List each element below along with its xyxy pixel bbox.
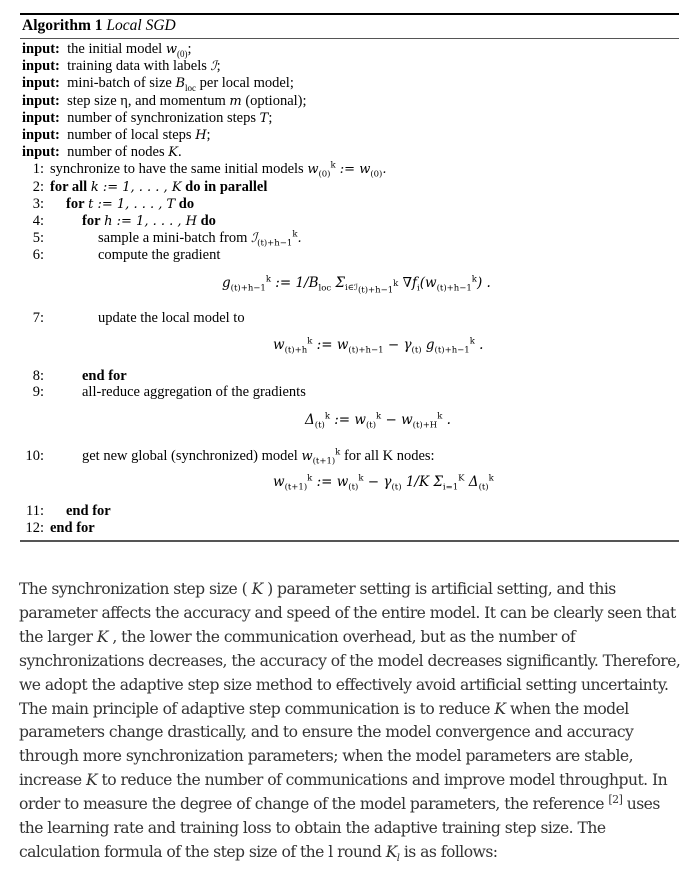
input-line [22,41,679,58]
step-text: compute the gradient [98,247,221,264]
global-update-equation: $w_{(t+1)}^k$ := $w_{(t)}^k - \gamma_{(t)}$ 1/K $\Sigma_{i=1}^K$ $\Delta_{(t)}^k$ [273,473,494,494]
input-tail: ; [187,41,192,57]
gradient-equation-row [22,264,679,310]
para-text: , the lower the communication overhead, but as the number of synchronizations decreases, the accuracy of the model decreases significantly. Therefore, we adopt the adaptive step size method to effectively avoid artificial setting uncertainty. The main principle of adaptive step communication is to reduce [19,627,681,718]
input-line [22,75,679,92]
line-number: 4: [32,213,44,230]
input-math: H [195,128,207,144]
input-keyword: input: [22,144,60,161]
line-number: 11: [26,503,44,520]
algorithm-name: Local SGD [106,17,176,34]
keyword: for [66,195,85,212]
input-math: B [175,76,186,92]
step-text: synchronize to have the same initial models [50,161,304,178]
line-number: 5: [32,230,44,247]
line-number: 3: [32,195,44,212]
input-text: number of synchronization steps [67,109,257,126]
math-K: K [494,699,506,718]
line-number: 7: [32,309,44,326]
para-text: uses the learning rate and training loss to obtain the adaptive training step size. The calculation formula of the step size of the l round [19,795,660,861]
citation-ref[interactable]: [2] [608,793,623,807]
step-math: h := 1, . . . , H [104,214,197,230]
para-text: to reduce the number of communications and improve model throughput. In order to measure the degree of change of the model parameters, the reference [19,771,668,814]
local-update-equation-row [22,326,679,362]
step-line-4 [22,213,679,230]
keyword: do [178,195,195,212]
step-line-10 [22,448,679,465]
step-line-9 [22,384,679,400]
math-K-l: K [385,842,397,861]
step-math: t := 1, . . . , T [88,196,176,212]
delta-equation: $\Delta_{(t)}^k$ := $w_{(t)}^k - w_{(t)+H}^k$ . [305,411,451,431]
step-math: $w_{(0)}^k$ := $w_{(0)}$. [307,161,387,181]
input-keyword: input: [22,92,60,109]
line-number: 8: [32,367,44,384]
para-text: ) parameter setting is artificial setting, and this parameter affects the accuracy and speed of the entire model. It can be clearly seen that the larger [19,580,676,646]
local-update-equation: $w_{(t)+h}^k$ := $w_{(t)+h-1} - \gamma_{(t)}$ $g_{(t)+h-1}^k$ . [273,336,484,356]
step-line-8 [22,368,679,384]
input-line [22,93,679,110]
step-math: $w_{(t+1)}^k$ [301,447,341,467]
input-line [22,144,679,161]
step-line-3 [22,196,679,213]
input-keyword: input: [22,75,60,92]
input-text: number of nodes [67,144,165,161]
input-tail: per local model; [196,75,294,92]
input-math-sub: loc [185,83,197,94]
keyword: end for [50,519,95,536]
global-update-equation-row [22,465,679,499]
line-number: 2: [32,178,44,195]
step-text: get new global (synchronized) model [82,448,298,465]
keyword: do in parallel [185,178,268,195]
step-line-2 [22,179,679,196]
step-line-12 [22,520,679,536]
input-text: step size η, and momentum [67,92,226,109]
keyword: for all [50,178,88,195]
input-line [22,110,679,127]
math-K: K [86,771,98,790]
step-line-11 [22,503,679,519]
input-tail: ; [206,127,211,144]
gradient-equation: $g_{(t)+h-1}^k$ := $1/B_{loc}$ $\Sigma_{i\in ℐ_{(t)+h-1}^k}$ $\nabla f_i(w_{(t)+h-1}^k)$ . [222,274,491,297]
input-tail: ; [268,109,273,126]
input-math: m [229,93,242,109]
step-text: all-reduce aggregation of the gradients [82,384,306,401]
algorithm-label: Algorithm 1 [22,17,103,34]
algorithm-box [20,13,679,542]
line-number: 12: [25,519,44,536]
math-K: K [96,627,108,646]
keyword: for [82,213,101,230]
step-line-5 [22,230,679,247]
line-number: 10: [25,448,44,465]
step-line-7 [22,310,679,326]
math-K-l-sub: l [396,853,400,865]
input-text: mini-batch of size [67,75,172,92]
input-text: training data with labels [67,58,207,75]
keyword: end for [82,367,127,384]
line-number: 9: [32,384,44,401]
step-math: ℐ$_{(t)+h-1}^k$. [251,229,302,249]
input-tail: (optional); [241,92,307,109]
keyword: end for [66,503,111,520]
line-number: 6: [32,247,44,264]
body-paragraph [19,578,684,865]
input-line [22,127,679,144]
input-tail: ; [216,58,221,75]
input-line [22,58,679,75]
algorithm-body [20,39,679,540]
input-text: number of local steps [67,127,192,144]
math-K: K [251,580,263,598]
step-line-1 [22,161,679,181]
step-math: k := 1, . . . , K [90,179,182,195]
input-keyword: input: [22,127,60,144]
step-tail: for all K nodes: [343,448,435,465]
input-math: w [165,42,177,57]
input-keyword: input: [22,58,60,75]
step-line-6 [22,247,679,263]
input-keyword: input: [22,41,60,57]
algorithm-caption [20,15,679,38]
delta-equation-row [22,400,679,448]
line-number: 1: [32,161,44,178]
input-math: ℐ [210,59,217,75]
input-tail: . [177,144,182,161]
step-text: update the local model to [98,309,245,326]
para-text: is as follows: [403,842,498,861]
input-math-sub: (0) [176,48,188,59]
step-text: sample a mini-batch from [98,230,248,247]
input-text: the initial model [67,41,163,57]
input-math: T [259,110,269,126]
para-text: The synchronization step size ( [19,580,248,598]
input-keyword: input: [22,109,60,126]
input-math: K [168,145,178,161]
para-text: when the model parameters change drastically, and to ensure the model convergence and accuracy through more synchronization parameters; when the model parameters are stable, increase [19,699,634,790]
keyword: do [200,213,216,230]
bottom-rule [20,540,679,542]
